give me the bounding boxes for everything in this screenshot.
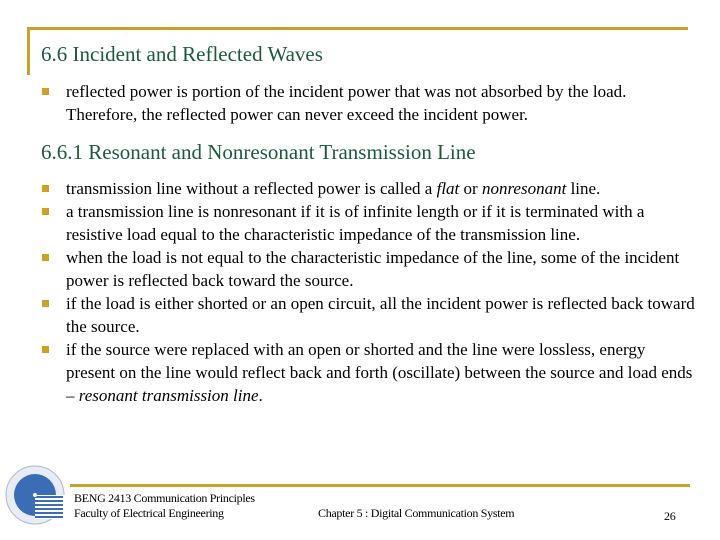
left-rule — [27, 27, 30, 75]
text-italic: resonant transmission line — [78, 386, 259, 405]
bullet-icon — [42, 346, 49, 353]
list-item — [42, 80, 696, 126]
list-item — [42, 177, 696, 200]
intro-list — [42, 80, 696, 126]
list-item — [42, 292, 696, 338]
top-rule — [27, 27, 688, 30]
bullet-icon — [42, 208, 49, 215]
text: if the source were replaced with an open or shorted and the line were lossless, energy present on the line would reflect back and forth (oscillate) between the source and load ends – — [66, 340, 693, 405]
bullet-icon — [42, 185, 49, 192]
list-item — [42, 338, 696, 407]
bullet-icon — [42, 88, 49, 95]
text: line. — [566, 179, 601, 198]
bullet-icon — [42, 254, 49, 261]
section-subtitle: 6.6.1 Resonant and Nonresonant Transmission Line — [41, 140, 476, 164]
bullet-icon — [42, 300, 49, 307]
text: when the load is not equal to the characteristic impedance of the line, some of the incident power is reflected back toward the source. — [66, 248, 680, 290]
list-item — [42, 246, 696, 292]
text: . — [258, 386, 263, 405]
text: or — [459, 179, 482, 198]
bullet-list — [42, 177, 696, 407]
text: a transmission line is nonresonant if it is of infinite length or if it is terminated with a resistive load equal to the characteristic impedance of the transmission line. — [66, 202, 645, 244]
text: if the load is either shorted or an open circuit, all the incident power is reflected back toward the source. — [66, 294, 695, 336]
slide-title: 6.6 Incident and Reflected Waves — [41, 42, 323, 66]
page-number: 26 — [664, 509, 676, 523]
text-italic: flat — [436, 179, 460, 198]
footer-chapter: Chapter 5 : Digital Communication System — [318, 506, 515, 520]
footer-rule — [70, 484, 690, 487]
university-logo-icon — [4, 464, 66, 526]
text: transmission line without a reflected power is called a — [66, 179, 437, 198]
text-italic: nonresonant — [481, 179, 567, 198]
bullet-text: reflected power is portion of the incident power that was not absorbed by the load. Therefore, the reflected power can never exceed the incident power. — [66, 82, 627, 124]
list-item — [42, 200, 696, 246]
footer-course: BENG 2413 Communication Principles — [74, 491, 255, 505]
footer-faculty: Faculty of Electrical Engineering — [74, 506, 224, 520]
